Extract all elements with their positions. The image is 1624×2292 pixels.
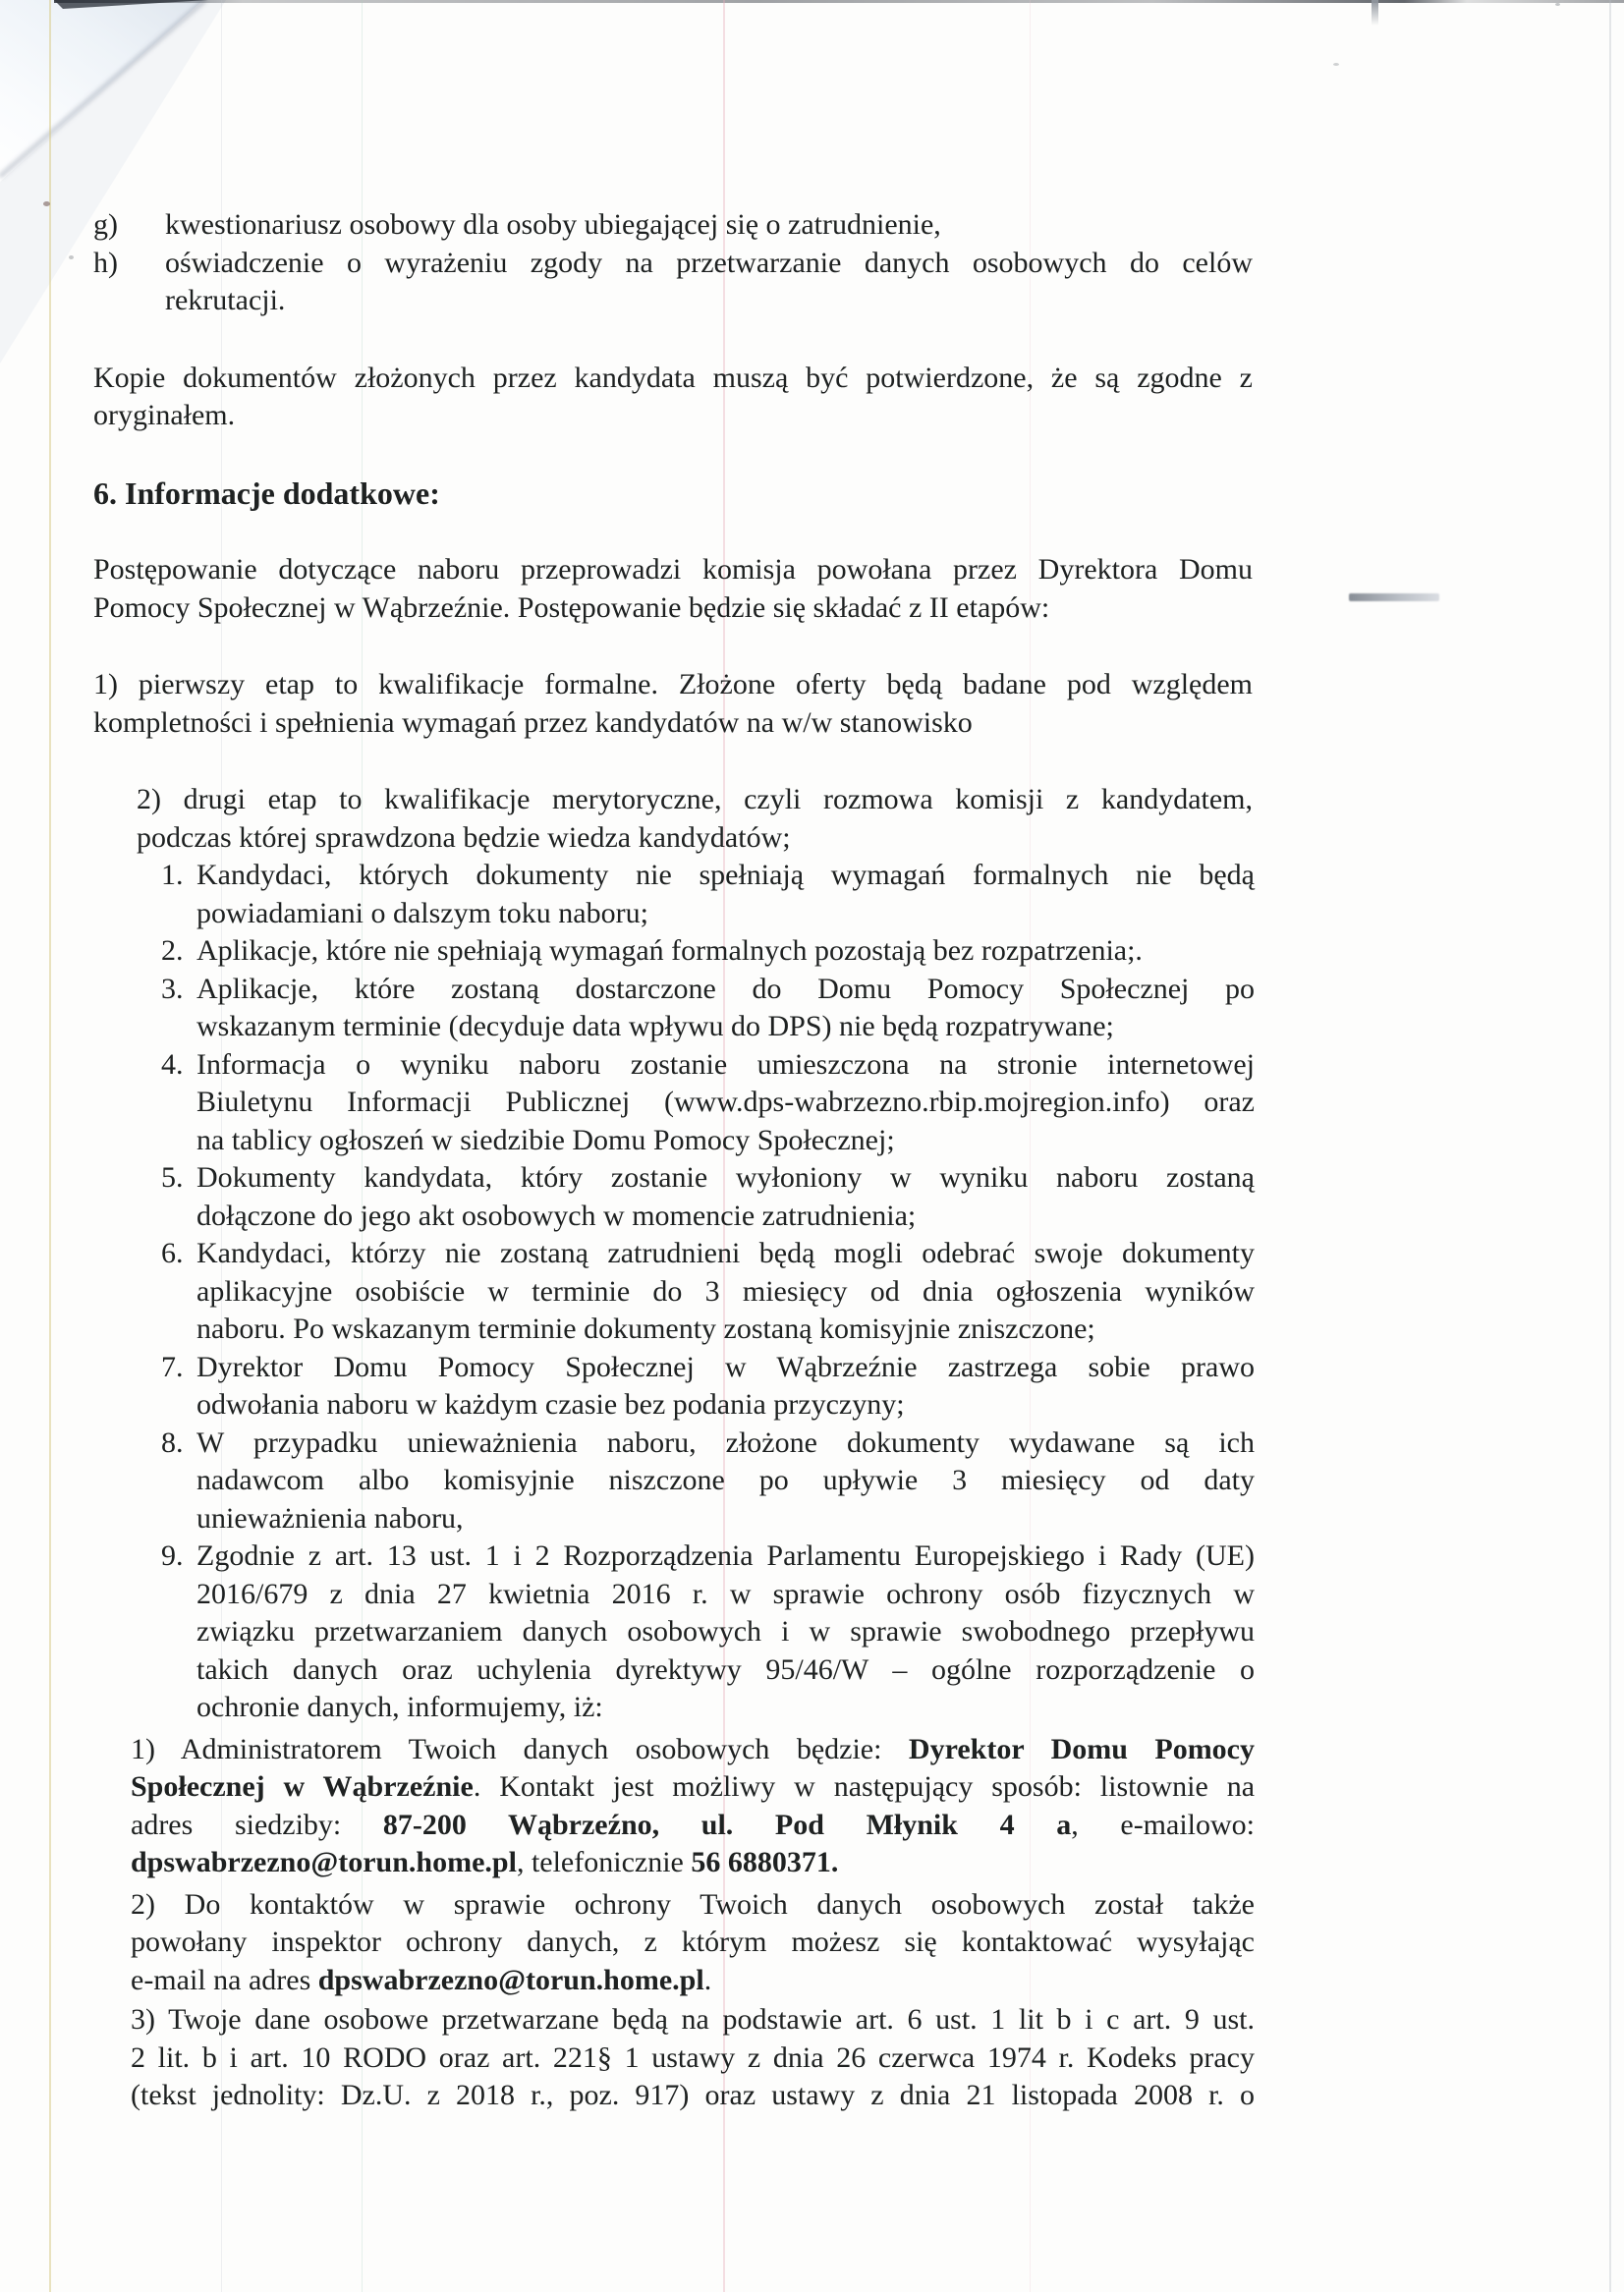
text-run-bold: 56 6880371. — [691, 1846, 839, 1878]
text-run: , e-mailowo: — [1071, 1808, 1256, 1841]
text-run: 1) Administratorem Twoich danych osobowych będzie: — [131, 1732, 909, 1765]
text-run: powołany inspektor ochrony danych, z którym możesz się kontaktować wysyłając — [131, 1926, 1255, 1958]
list-marker: 9. — [161, 1539, 184, 1572]
list-marker: 3. — [161, 972, 184, 1005]
numbered-item-4 — [161, 1046, 1255, 1160]
text-line: Postępowanie dotyczące naboru przeprowadzi komisja powołana przez Dyrektora Domu — [93, 553, 1253, 586]
text-run-bold: dpswabrzezno@torun.home.pl — [317, 1963, 704, 1996]
numbered-item-6 — [161, 1235, 1255, 1349]
paragraph-intro — [93, 551, 1253, 627]
list-marker: 1. — [161, 859, 184, 891]
text-line: aplikacyjne osobiście w terminie do 3 miesięcy od dnia ogłoszenia wyników — [196, 1274, 1255, 1308]
text-run-bold: Społecznej w Wąbrzeźnie — [131, 1770, 474, 1803]
text-run: e-mail na adres — [131, 1963, 318, 1996]
text-line: 2) drugi etap to kwalifikacje merytoryczne, czyli rozmowa komisji z kandydatem, — [137, 783, 1253, 815]
text-line: na tablicy ogłoszeń w siedzibie Domu Pomocy Społecznej; — [196, 1123, 895, 1156]
lettered-item-h — [93, 245, 1253, 320]
list-marker: g) — [93, 208, 118, 241]
text-line: Zgodnie z art. 13 ust. 1 i 2 Rozporządzenia Parlamentu Europejskiego i Rady (UE) — [196, 1539, 1255, 1572]
list-marker: 5. — [161, 1161, 184, 1194]
list-marker: 8. — [161, 1426, 184, 1459]
text-line: Dokumenty kandydata, który zostanie wyłoniony w wyniku naboru zostaną — [196, 1161, 1255, 1194]
text-line — [131, 2040, 1255, 2078]
list-marker: 6. — [161, 1237, 184, 1269]
text-line: Dyrektor Domu Pomocy Społecznej w Wąbrzeźnie zastrzega sobie prawo — [196, 1350, 1255, 1383]
paragraph-stage-one — [93, 666, 1253, 742]
list-marker: 7. — [161, 1350, 184, 1383]
text-line — [131, 1844, 1255, 1882]
text-line: rekrutacji. — [165, 284, 286, 316]
numbered-item-1 — [161, 857, 1255, 932]
text-run: . Kontakt jest możliwy w następujący sposób: listownie na — [473, 1770, 1256, 1803]
text-line: Pomocy Społecznej w Wąbrzeźnie. Postępowanie będzie się składać z II etapów: — [93, 590, 1050, 624]
text-line: powiadamiani o dalszym toku naboru; — [196, 896, 648, 929]
text-line: 1) pierwszy etap to kwalifikacje formalne. Złożone oferty będą badane pod względem — [93, 668, 1253, 700]
text-run: (tekst jednolity: Dz.U. z 2018 r., poz. 917) oraz ustawy z dnia 21 listopada 2008 r. o — [131, 2079, 1255, 2111]
text-line: takich danych oraz uchylenia dyrektywy 95/46/W – ogólne rozporządzenie o — [196, 1652, 1255, 1686]
text-line: ochronie danych, informujemy, iż: — [196, 1691, 603, 1723]
text-line: Aplikacje, które zostaną dostarczone do Domu Pomocy Społecznej po — [196, 972, 1255, 1005]
section-heading: 6. Informacje dodatkowe: — [93, 475, 440, 511]
text-line: Aplikacje, które nie spełniają wymagań formalnych pozostają bez rozpatrzenia;. — [196, 934, 1143, 967]
text-line — [131, 2077, 1255, 2115]
numbered-item-3 — [161, 971, 1255, 1046]
text-run-bold: dpswabrzezno@torun.home.pl — [131, 1846, 517, 1878]
text-run: . — [703, 1963, 712, 1996]
text-run-bold: 87-200 Wąbrzeźno, ul. Pod Młynik 4 a — [382, 1808, 1072, 1841]
text-line: Informacja o wyniku naboru zostanie umieszczona na stronie internetowej — [196, 1047, 1255, 1081]
numbered-item-7 — [161, 1349, 1255, 1425]
text-line: Kandydaci, którzy nie zostaną zatrudnieni będą mogli odebrać swoje dokumenty — [196, 1237, 1255, 1269]
text-line — [131, 1807, 1255, 1845]
lettered-item-g — [93, 206, 1253, 245]
section-heading-block — [93, 475, 1253, 513]
text-line: Kopie dokumentów złożonych przez kandydata muszą być potwierdzone, że są zgodne z — [93, 361, 1253, 394]
text-run: 2) Do kontaktów w sprawie ochrony Twoich danych osobowych został także — [131, 1887, 1255, 1921]
text-line: wskazanym terminie (decyduje data wpływu do DPS) nie będą rozpatrywane; — [196, 1010, 1114, 1042]
text-line: kwestionariusz osobowy dla osoby ubiegającej się o zatrudnienie, — [165, 208, 941, 241]
text-run: 3) Twoje dane osobowe przetwarzane będą na podstawie art. 6 ust. 1 lit b i c art. 9 ust. — [131, 2003, 1255, 2036]
numbered-item-2 — [161, 932, 1255, 971]
text-run: adres siedziby: — [131, 1808, 383, 1841]
text-line — [131, 1962, 1255, 2000]
numbered-item-8 — [161, 1425, 1255, 1538]
rodo-paragraph-3 — [131, 2001, 1255, 2115]
paragraph-stage-two — [137, 781, 1253, 857]
text-line: unieważnienia naboru, — [196, 1501, 464, 1535]
text-line: dołączone do jego akt osobowych w momencie zatrudnienia; — [196, 1199, 917, 1232]
paragraph-copies-note — [93, 360, 1253, 435]
text-line: W przypadku unieważnienia naboru, złożone dokumenty wydawane są ich — [196, 1426, 1255, 1459]
text-line: kompletności i spełnienia wymagań przez kandydatów na w/w stanowisko — [93, 705, 973, 739]
text-line: oświadczenie o wyrażeniu zgody na przetwarzanie danych osobowych do celów — [165, 246, 1253, 279]
text-line: naboru. Po wskazanym terminie dokumenty zostaną komisyjnie zniszczone; — [196, 1313, 1095, 1345]
numbered-item-9 — [161, 1537, 1255, 1727]
text-line: podczas której sprawdzona będzie wiedza kandydatów; — [137, 820, 791, 854]
list-marker: h) — [93, 246, 118, 279]
text-line: nadawcom albo komisyjnie niszczone po upływie 3 miesięcy od daty — [196, 1464, 1255, 1496]
rodo-paragraph-1 — [131, 1731, 1255, 1882]
text-line — [131, 1768, 1255, 1807]
text-line: związku przetwarzaniem danych osobowych i w sprawie swobodnego przepływu — [196, 1615, 1255, 1648]
text-run: 2 lit. b i art. 10 RODO oraz art. 221§ 1 ustawy z dnia 26 czerwca 1974 r. Kodeks pracy — [131, 2040, 1255, 2074]
list-marker: 2. — [161, 934, 184, 967]
text-line — [131, 1886, 1255, 1925]
text-run-bold: Dyrektor Domu Pomocy — [908, 1732, 1255, 1765]
rodo-paragraph-2 — [131, 1886, 1255, 2000]
text-line: 2016/679 z dnia 27 kwietnia 2016 r. w sprawie ochrony osób fizycznych w — [196, 1577, 1255, 1610]
text-line: Biuletynu Informacji Publicznej (www.dps-wabrzezno.rbip.mojregion.info) oraz — [196, 1086, 1255, 1118]
text-line: odwołania naboru w każdym czasie bez podania przyczyny; — [196, 1388, 905, 1421]
text-line: Kandydaci, których dokumenty nie spełniają wymagań formalnych nie będą — [196, 859, 1255, 891]
text-line — [131, 1731, 1255, 1769]
text-line — [131, 2001, 1255, 2040]
numbered-item-5 — [161, 1159, 1255, 1235]
list-marker: 4. — [161, 1047, 184, 1081]
text-line — [131, 1924, 1255, 1962]
text-line: oryginałem. — [93, 399, 236, 431]
text-run: , telefonicznie — [516, 1846, 692, 1878]
